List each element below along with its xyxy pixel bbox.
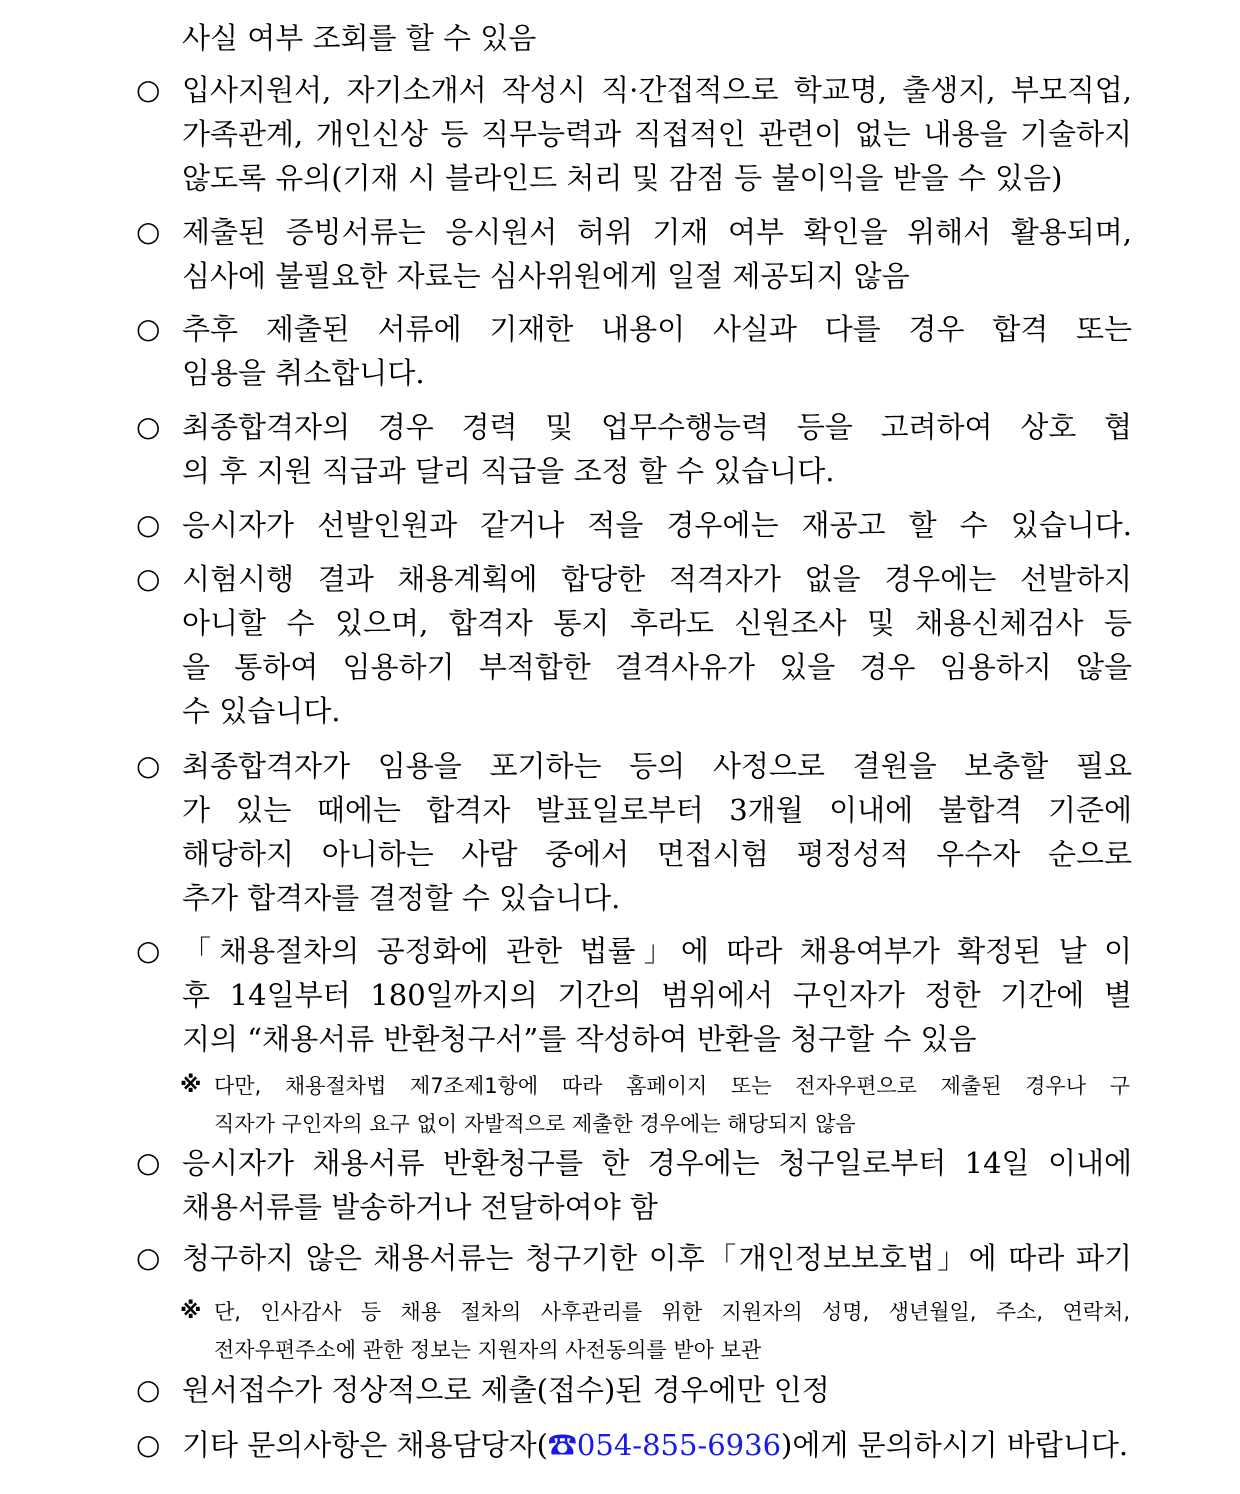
item-line: 「채용절차의 공정화에 관한 법률」에 따라 채용여부가 확정된 날 이	[182, 934, 1132, 968]
contact-item	[132, 1423, 1132, 1467]
circle-bullet-icon: ○	[136, 312, 161, 345]
reference-mark-icon: ※	[180, 1073, 202, 1098]
circle-bullet-icon: ○	[136, 1146, 161, 1179]
item-line: 응시자가 채용서류 반환청구를 한 경우에는 청구일로부터 14일 이내에	[182, 1146, 1132, 1180]
item-line: 수 있습니다.	[182, 694, 341, 728]
item-line: 아니할 수 있으며, 합격자 통지 후라도 신원조사 및 채용신체검사 등	[182, 606, 1132, 640]
list-item	[132, 503, 1132, 547]
list-item	[132, 744, 1132, 920]
item-line: 시험시행 결과 채용계획에 합당한 적격자가 없을 경우에는 선발하지	[182, 562, 1132, 596]
item-line: 가 있는 때에는 합격자 발표일로부터 3개월 이내에 불합격 기준에	[182, 793, 1132, 827]
phone-number[interactable]: ☎054-855-6936	[547, 1428, 782, 1462]
circle-bullet-icon: ○	[136, 749, 161, 782]
list-item	[132, 1141, 1132, 1229]
item-line: 지의 “채용서류 반환청구서”를 작성하여 반환을 청구할 수 있음	[182, 1022, 977, 1056]
item-line: 제출된 증빙서류는 응시원서 허위 기재 여부 확인을 위해서 활용되며,	[182, 215, 1132, 249]
contact-text-before: 기타 문의사항은 채용담당자(	[182, 1428, 548, 1462]
list-item	[132, 929, 1132, 1061]
note-line: 직자가 구인자의 요구 없이 자발적으로 제출한 경우에는 해당되지 않음	[214, 1112, 856, 1136]
list-item	[132, 405, 1132, 493]
list-item	[132, 210, 1132, 298]
circle-bullet-icon: ○	[136, 1428, 161, 1461]
note-line: 전자우편주소에 관한 정보는 지원자의 사전동의를 받아 보관	[214, 1338, 762, 1362]
item-line: 가족관계, 개인신상 등 직무능력과 직접적인 관련이 없는 내용을 기술하지	[182, 117, 1132, 151]
circle-bullet-icon: ○	[136, 73, 161, 106]
circle-bullet-icon: ○	[136, 410, 161, 443]
item-line: 원서접수가 정상적으로 제출(접수)된 경우에만 인정	[182, 1373, 830, 1407]
item-line: 후 14일부터 180일까지의 기간의 범위에서 구인자가 정한 기간에 별	[182, 978, 1132, 1012]
circle-bullet-icon: ○	[136, 508, 161, 541]
item-line: 응시자가 선발인원과 같거나 적을 경우에는 재공고 할 수 있습니다.	[182, 508, 1132, 542]
list-item	[132, 307, 1132, 395]
note-line: 단, 인사감사 등 채용 절차의 사후관리를 위한 지원자의 성명, 생년월일, 주소, 연락처,	[214, 1300, 1130, 1324]
list-item	[132, 68, 1132, 200]
item-line: 임용을 취소합니다.	[182, 356, 425, 390]
item-line: 심사에 불필요한 자료는 심사위원에게 일절 제공되지 않음	[182, 259, 910, 293]
item-line: 추후 제출된 서류에 기재한 내용이 사실과 다를 경우 합격 또는	[182, 312, 1132, 346]
contact-text-after: )에게 문의하시기 바랍니다.	[781, 1428, 1129, 1462]
item-line: 의 후 지원 직급과 달리 직급을 조정 할 수 있습니다.	[182, 454, 835, 488]
note	[180, 1067, 1130, 1143]
circle-bullet-icon: ○	[136, 1241, 161, 1274]
item-line: 청구하지 않은 채용서류는 청구기한 이후「개인정보보호법」에 따라 파기	[182, 1241, 1132, 1275]
list-item	[132, 1368, 1132, 1412]
item-line: 채용서류를 발송하거나 전달하여야 함	[182, 1190, 658, 1224]
circle-bullet-icon: ○	[136, 562, 161, 595]
note	[180, 1293, 1130, 1369]
item-line: 추가 합격자를 결정할 수 있습니다.	[182, 881, 621, 915]
note-line: 다만, 채용절차법 제7조제1항에 따라 홈페이지 또는 전자우편으로 제출된 경우나 구	[214, 1074, 1130, 1098]
list-item	[132, 1236, 1132, 1280]
intro-line: 사실 여부 조회를 할 수 있음	[182, 21, 537, 55]
item-line: 최종합격자의 경우 경력 및 업무수행능력 등을 고려하여 상호 협	[182, 410, 1132, 444]
circle-bullet-icon: ○	[136, 215, 161, 248]
item-line: 최종합격자가 임용을 포기하는 등의 사정으로 결원을 보충할 필요	[182, 749, 1132, 783]
item-line: 을 통하여 임용하기 부적합한 결격사유가 있을 경우 임용하지 않을	[182, 650, 1132, 684]
reference-mark-icon: ※	[180, 1299, 202, 1324]
item-line: 해당하지 아니하는 사람 중에서 면접시험 평정성적 우수자 순으로	[182, 837, 1132, 871]
list-item	[132, 557, 1132, 733]
circle-bullet-icon: ○	[136, 934, 161, 967]
contact-line	[182, 1423, 1132, 1467]
item-line: 않도록 유의(기재 시 블라인드 처리 및 감점 등 불이익을 받을 수 있음)	[182, 161, 1063, 195]
circle-bullet-icon: ○	[136, 1373, 161, 1406]
item-line: 입사지원서, 자기소개서 작성시 직·간접적으로 학교명, 출생지, 부모직업,	[182, 73, 1132, 107]
